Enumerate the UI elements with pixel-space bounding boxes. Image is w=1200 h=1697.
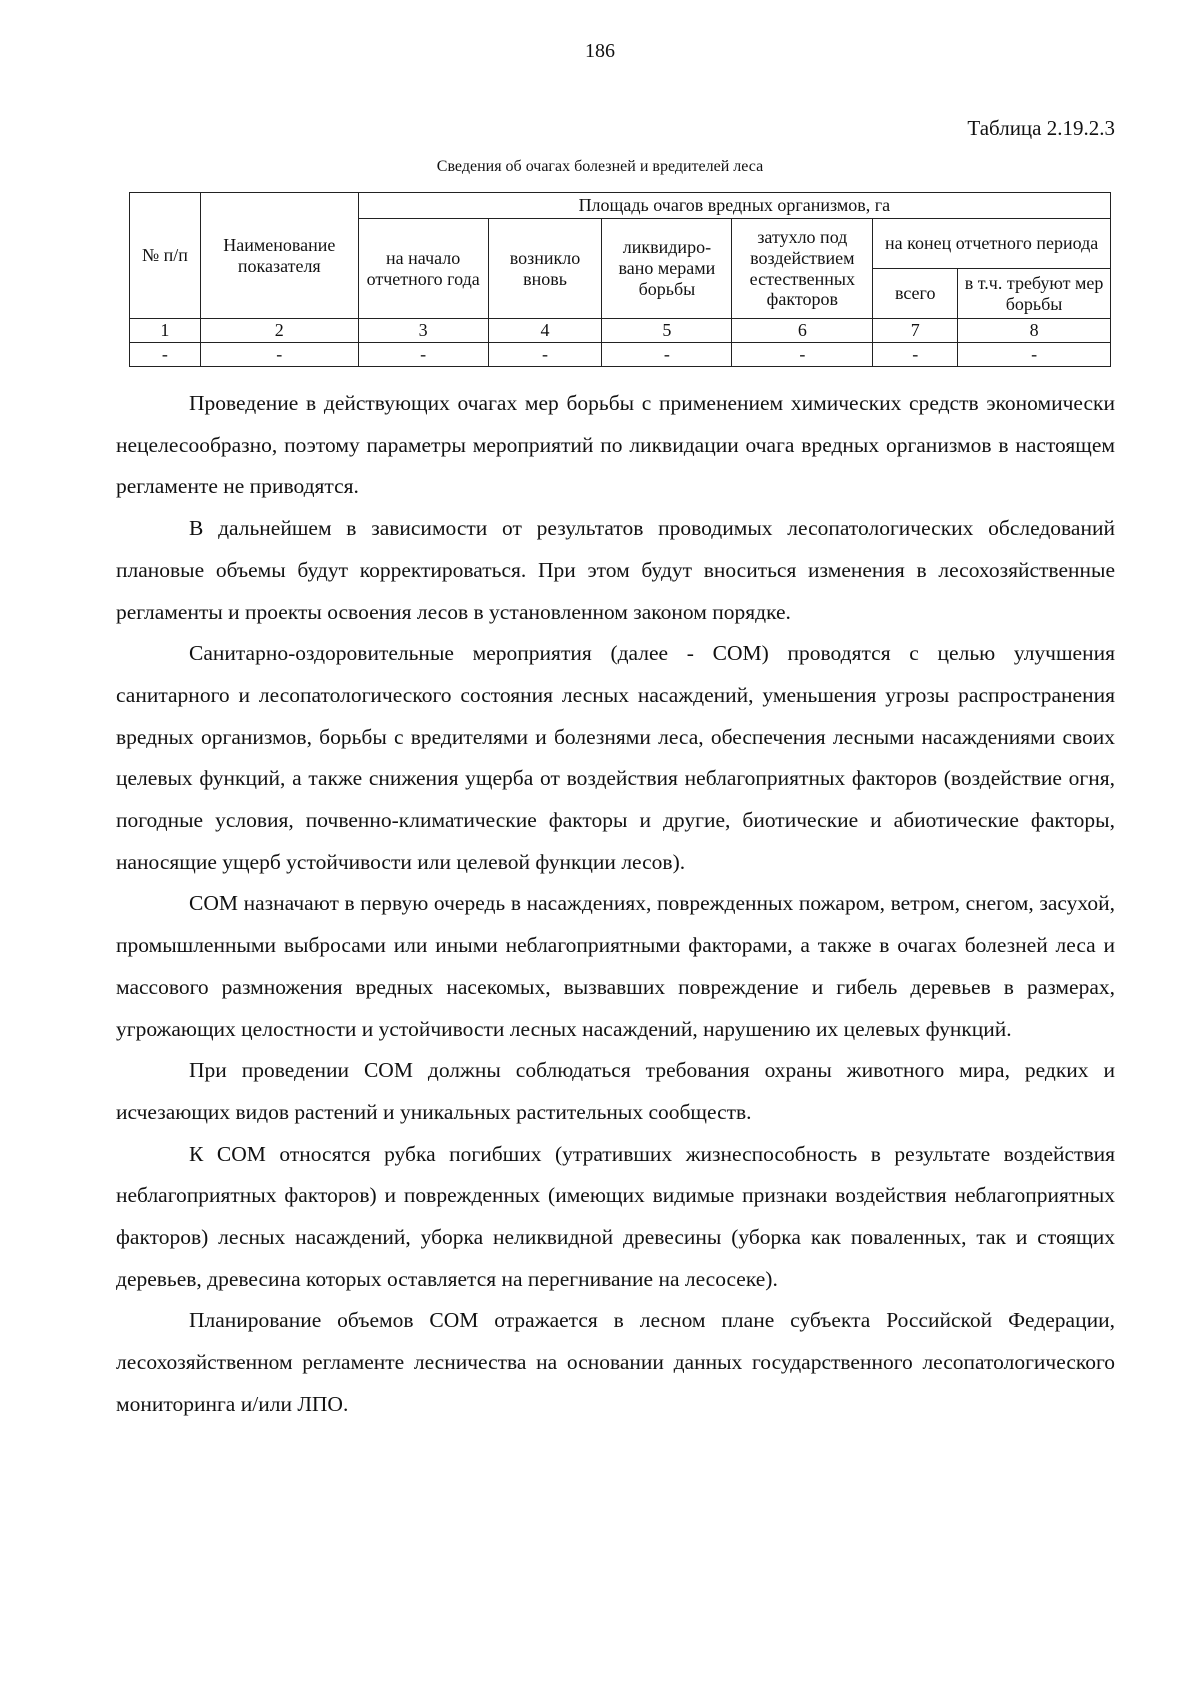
column-number: 2	[200, 319, 358, 343]
header-end: на конец отчетного периода	[873, 219, 1111, 269]
paragraph: В дальнейшем в зависимости от результатов проводимых лесопатологических обследований плановые объемы будут корректироваться. При этом будут вноситься изменения в лесохозяйственные регламенты и проекты освоения лесов в установленном законом порядке.	[116, 516, 1115, 624]
pest-foci-table	[129, 192, 1111, 367]
header-faded: затухло под воздействием естественных факторов	[732, 219, 873, 319]
table-caption: Таблица 2.19.2.3	[967, 116, 1115, 140]
header-name: Наименование показателя	[200, 193, 358, 319]
column-number: 8	[958, 319, 1111, 343]
body-text	[116, 383, 1115, 1426]
column-number-row	[130, 319, 1111, 343]
header-start: на начало отчетного года	[358, 219, 488, 319]
table-cell: -	[200, 343, 358, 367]
header-no: № п/п	[130, 193, 201, 319]
column-number: 5	[602, 319, 732, 343]
paragraph: Планирование объемов СОМ отражается в лесном плане субъекта Российской Федерации, лесохозяйственном регламенте лесничества на основании данных государственного лесопатологического мониторинга и/или ЛПО.	[116, 1308, 1115, 1416]
header-total: всего	[873, 269, 958, 319]
paragraph: К СОМ относятся рубка погибших (утративших жизнеспособность в результате воздействия неблагоприятных факторов) и поврежденных (имеющих видимые признаки воздействия неблагоприятных факторов) лесных насаждений, уборка неликвидной древесины (уборка как поваленных, так и стоящих деревьев, древесина которых оставляется на перегнивание на лесосеке).	[116, 1141, 1115, 1291]
column-number: 3	[358, 319, 488, 343]
table-cell: -	[958, 343, 1111, 367]
column-number: 4	[488, 319, 602, 343]
header-requires: в т.ч. требуют мер борьбы	[958, 269, 1111, 319]
table-cell: -	[358, 343, 488, 367]
paragraph: СОМ назначают в первую очередь в насаждениях, поврежденных пожаром, ветром, снегом, засухой, промышленными выбросами или иными неблагоприятными факторами, а также в очагах болезней леса и массового размножения вредных насекомых, вызвавших повреждение и гибель деревьев в размерах, угрожающих целостности и устойчивости лесных насаждений, нарушению их целевых функций.	[116, 891, 1115, 1041]
paragraph: При проведении СОМ должны соблюдаться требования охраны животного мира, редких и исчезающих видов растений и уникальных растительных сообществ.	[116, 1058, 1115, 1124]
table-cell: -	[873, 343, 958, 367]
header-area: Площадь очагов вредных организмов, га	[358, 193, 1110, 219]
paragraph: Санитарно-оздоровительные мероприятия (далее - СОМ) проводятся с целью улучшения санитарного и лесопатологического состояния лесных насаждений, уменьшения угрозы распространения вредных организмов, борьбы с вредителями и болезнями леса, обеспечения лесными насаждениями своих целевых функций, а также снижения ущерба от воздействия неблагоприятных факторов (воздействие огня, погодные условия, почвенно-климатические факторы и другие, биотические и абиотические факторы, наносящие ущерб устойчивости или целевой функции лесов).	[116, 641, 1115, 874]
paragraph: Проведение в действующих очагах мер борьбы с применением химических средств экономически нецелесообразно, поэтому параметры мероприятий по ликвидации очага вредных организмов в настоящем регламенте не приводятся.	[116, 391, 1115, 499]
header-new: возникло вновь	[488, 219, 602, 319]
column-number: 1	[130, 319, 201, 343]
header-liquidated: ликвидиро-вано мерами борьбы	[602, 219, 732, 319]
table-cell: -	[602, 343, 732, 367]
table-cell: -	[130, 343, 201, 367]
table-cell: -	[488, 343, 602, 367]
table-title: Сведения об очагах болезней и вредителей леса	[436, 158, 764, 175]
page-number: 186	[585, 40, 615, 62]
column-number: 7	[873, 319, 958, 343]
table-cell: -	[732, 343, 873, 367]
column-number: 6	[732, 319, 873, 343]
table-row	[130, 343, 1111, 367]
